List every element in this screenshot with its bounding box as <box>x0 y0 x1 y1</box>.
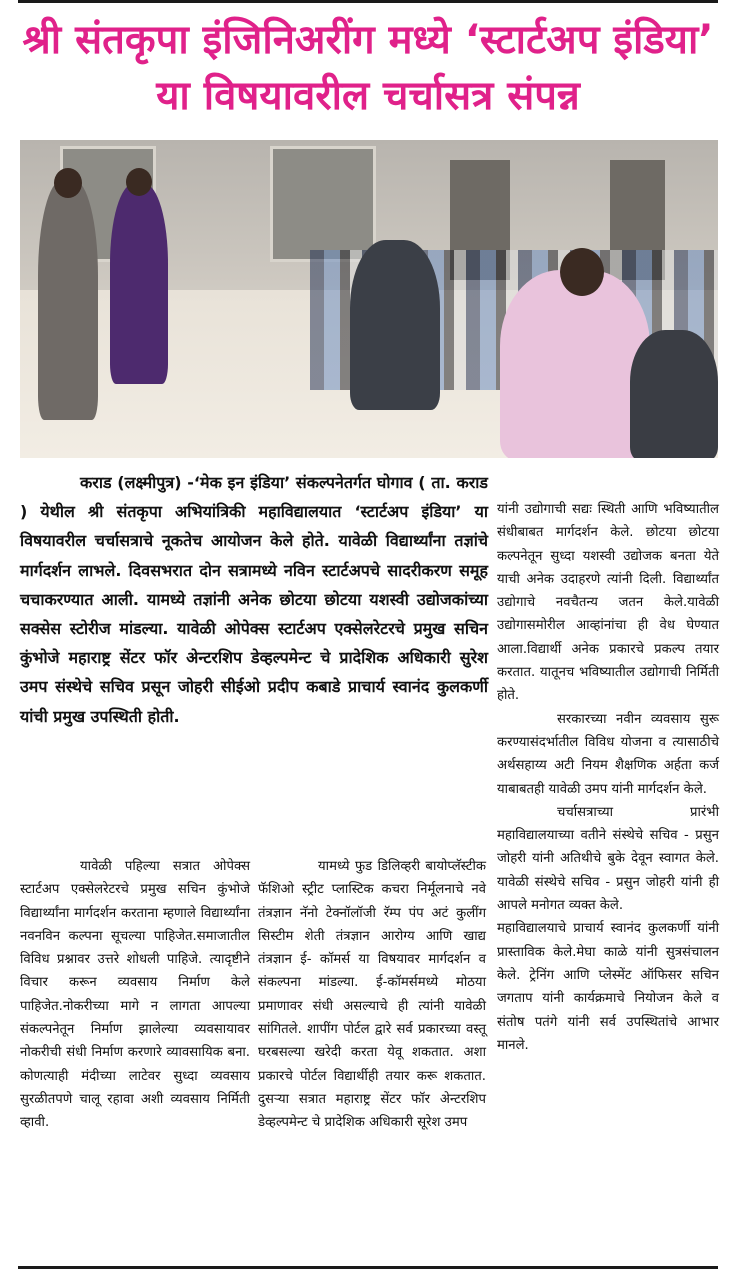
photo-student <box>630 330 718 458</box>
photo-presenter <box>110 184 168 384</box>
photo-student <box>500 270 650 458</box>
top-rule <box>18 0 718 3</box>
photo-guest <box>350 240 440 410</box>
article-lead: कराड (लक्ष्मीपुत्र) -‘मेक इन इंडिया’ संकल्पनेतर्गत घोगाव ( ता. कराड ) येथील श्री संतकृपा अभियांत्रिकी महाविद्यालयात ‘स्टार्टअप इंडिया’ या विषयावरील चर्चासत्राचे नूकतेच आयोजन केले होते. यावेळी विद्यार्थ्यांना तज्ञांचे मार्गदर्शन लाभले. दिवसभरात दोन सत्रामध्ये नविन स्टार्टअपचे सादरीकरण समूह चचाकरण्यात आली. यामध्ये तज्ञांनी अनेक छोटया छोटया यशस्वी उद्योजकांच्या सक्सेस स्टोरीज मांडल्या. यावेळी ओपेक्स स्टार्टअप एक्सेलरेटरचे प्रमुख सचिन कुंभोजे महाराष्ट्र सेंटर फॉर अेन्टरशिप डेव्हल्पमेन्ट चे प्रादेशिक अधिकारी सुरेश उमप संस्थेचे सचिव प्रसून जोहरी सीईओ प्रदीप कबाडे प्राचार्य स्वानंद कुलकर्णी यांची प्रमुख उपस्थिती होती. <box>20 473 488 726</box>
article-column-3-paragraph: चर्चासत्राच्या प्रारंभी महाविद्यालयाच्या वतीने संस्थेचे सचिव - प्रसुन जोहरी यांनी अतिथीचे बुके देवून स्वागत केले. यावेळी संस्थेचे सचिव - प्रसुन जोहरी यांनी ही आपले मनोगत व्यक्त केले. <box>497 804 719 914</box>
photo-speaker-head <box>54 168 82 198</box>
article-column-3-paragraph: सरकारच्या नवीन व्यवसाय सुरू करण्यासंदर्भातील विविध योजना व त्यासाठीचे अर्थसहाय्य अटी नियम शैक्षणिक अर्हता कर्ज याबाबतही यावेळी उमप यांनी मार्गदर्शन केले. <box>497 711 719 797</box>
article-column-3-paragraph: यांनी उद्योगाची सद्यः स्थिती आणि भविष्यातील संधीबाबत मार्गदर्शन केले. छोटया छोटया कल्पनेतून सुध्दा यशस्वी उद्योजक बनता येते याची अनेक उदाहरणे त्यांनी दिली. विद्यार्थ्यांत उद्योगाचे नवचैतन्य जतन केले.यावेळी उद्योगासमोरील आव्हांनांचा ही वेध घेण्यात आला.विद्यार्थी अनेक प्रकारचे प्रकल्प तयार करतात. यातूनच भविष्यातील उद्योगाची निर्मिती होते. <box>497 502 719 704</box>
article-column-2: यामध्ये फुड डिलिव्हरी बायोप्लॅस्टीक फॅशिओ स्ट्रीट प्लास्टिक कचरा निर्मूलनाचे नवे तंत्रज्ञान नॅनो टेक्नॉलॉजी रॅम्प पंप अटं कुलींग सिस्टीम शेती तंत्रज्ञान आरोग्य आणि खाद्य तंत्रज्ञान ई- कॉमर्स या विषयावर मार्गदर्शन व संकल्पना मांडल्या. ई-कॉमर्समध्ये मोठया प्रमाणावर संधी असल्याचे ही त्यांनी यावेळी सांगितले. शापींग पोर्टल द्वारे सर्व प्रकारच्या वस्तू घरबसल्या खरेदी करता येवू शकतात. अशा प्रकारचे पोर्टल विद्यार्थीही तयार करू शकतात. दुसऱ्या सत्रात महाराष्ट्र सेंटर फॉर अेन्टरशिप डेव्हल्पमेन्ट चे प्रादेशिक अधिकारी सूरेश उमप <box>258 859 486 1131</box>
photo-speaker <box>38 180 98 420</box>
photo-window <box>270 146 376 262</box>
article-column-3-paragraph: महाविद्यालयाचे प्राचार्य स्वानंद कुलकर्णी यांनी प्रास्ताविक केले.मेघा काळे यांनी सुत्रसंचालन केले. ट्रेनिंग आणि प्लेस्मेंट ऑफिसर सचिन जगताप यांनी कार्यक्रमाचे नियोजन केले व संतोष पतंगे यांनी सर्व उपस्थितांचे आभार मानले. <box>497 921 719 1053</box>
seminar-photo <box>20 140 718 458</box>
photo-student-head <box>560 248 604 296</box>
photo-presenter-head <box>126 168 152 196</box>
article-column-1: यावेळी पहिल्या सत्रात ओपेक्स स्टार्टअप एक्सेलरेटरचे प्रमुख सचिन कुंभोजे विद्यार्थ्यांना मार्गदर्शन करताना म्हणाले विद्यार्थ्यांना नवनविन कल्पना सूचल्या पाहिजेत.समाजातील विविध प्रश्नावर उत्तरे शोधली पाहिजे. त्यादृष्टीने विचार करून व्यवसाय निर्माण केले पाहिजेत.नोकरीच्या मागे न लागता आपल्या संकल्पनेतून निर्माण झालेल्या व्यवसायावर नोकरीची संधी निर्माण करणारे व्यावसायिक बना. कोणत्याही मंदीच्या लाटेवर सुध्दा व्यवसाय सुरळीतपणे चालू रहावा अशी व्यवसाय निर्मिती व्हावी. <box>20 859 250 1131</box>
headline: श्री संतकृपा इंजिनिअरींग मध्ये ‘स्टार्टअप इंडिया’ या विषयावरील चर्चासत्र संपन्न <box>22 17 714 119</box>
bottom-rule <box>18 1266 718 1269</box>
article-column-3 <box>497 498 719 1057</box>
